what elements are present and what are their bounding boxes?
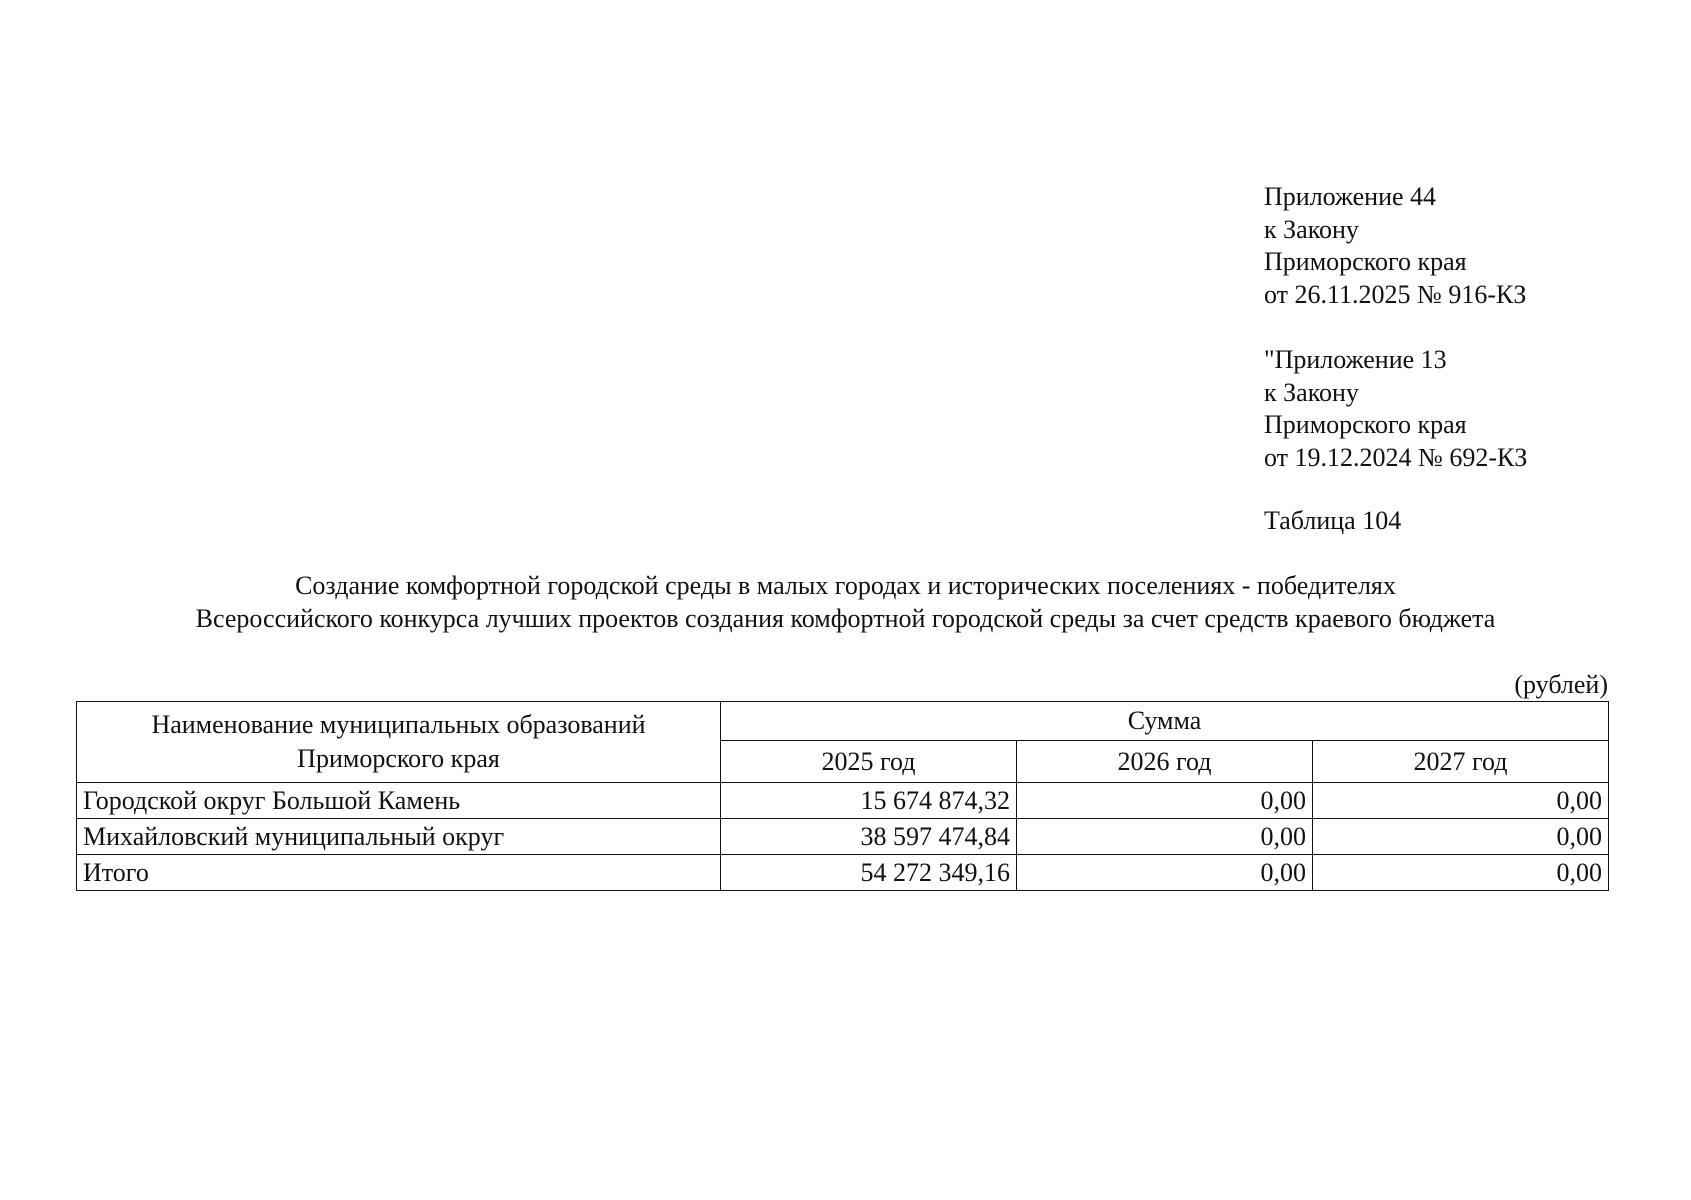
total-2026: 0,00 (1017, 855, 1313, 891)
annex-line: Приморского края (1264, 410, 1467, 439)
table-row (77, 783, 1609, 819)
amount-2025: 38 597 474,84 (721, 819, 1017, 855)
municipality-name: Городской округ Большой Камень (77, 783, 721, 819)
units-label: (рублей) (1514, 670, 1608, 699)
total-2027: 0,00 (1313, 855, 1609, 891)
header-year-2026: 2026 год (1017, 741, 1313, 783)
funding-table (76, 701, 1609, 891)
header-sum: Сумма (721, 702, 1609, 741)
header-name-line: Наименование муниципальных образований (151, 710, 646, 739)
header-year-2025: 2025 год (721, 741, 1017, 783)
header-name-line: Приморского края (297, 744, 500, 773)
table-header-row (77, 702, 1609, 741)
annex-line: "Приложение 13 (1264, 345, 1447, 374)
table-total-row (77, 855, 1609, 891)
municipality-name: Михайловский муниципальный округ (77, 819, 721, 855)
total-label: Итого (77, 855, 721, 891)
document-title (0, 569, 1691, 635)
header-municipality-name (77, 702, 721, 783)
annex-reference-amended (1264, 344, 1527, 474)
amount-2025: 15 674 874,32 (721, 783, 1017, 819)
annex-line: к Закону (1264, 377, 1359, 407)
table-row (77, 819, 1609, 855)
annex-line: к Закону (1264, 214, 1359, 244)
amount-2027: 0,00 (1313, 819, 1609, 855)
amount-2026: 0,00 (1017, 819, 1313, 855)
amount-2027: 0,00 (1313, 783, 1609, 819)
annex-line: Приложение 44 (1264, 182, 1437, 211)
title-line: Всероссийского конкурса лучших проектов создания комфортной городской среды за счет средств краевого бюджета (195, 604, 1496, 633)
annex-line: от 26.11.2025 № 916-КЗ (1264, 279, 1527, 309)
header-year-2027: 2027 год (1313, 741, 1609, 783)
annex-line: от 19.12.2024 № 692-КЗ (1264, 442, 1528, 472)
title-line: Создание комфортной городской среды в малых городах и исторических поселениях - победителях (295, 571, 1396, 600)
total-2025: 54 272 349,16 (721, 855, 1017, 891)
annex-line: Приморского края (1264, 247, 1467, 276)
annex-reference-current (1264, 181, 1526, 311)
table-number: Таблица 104 (1264, 506, 1402, 535)
amount-2026: 0,00 (1017, 783, 1313, 819)
